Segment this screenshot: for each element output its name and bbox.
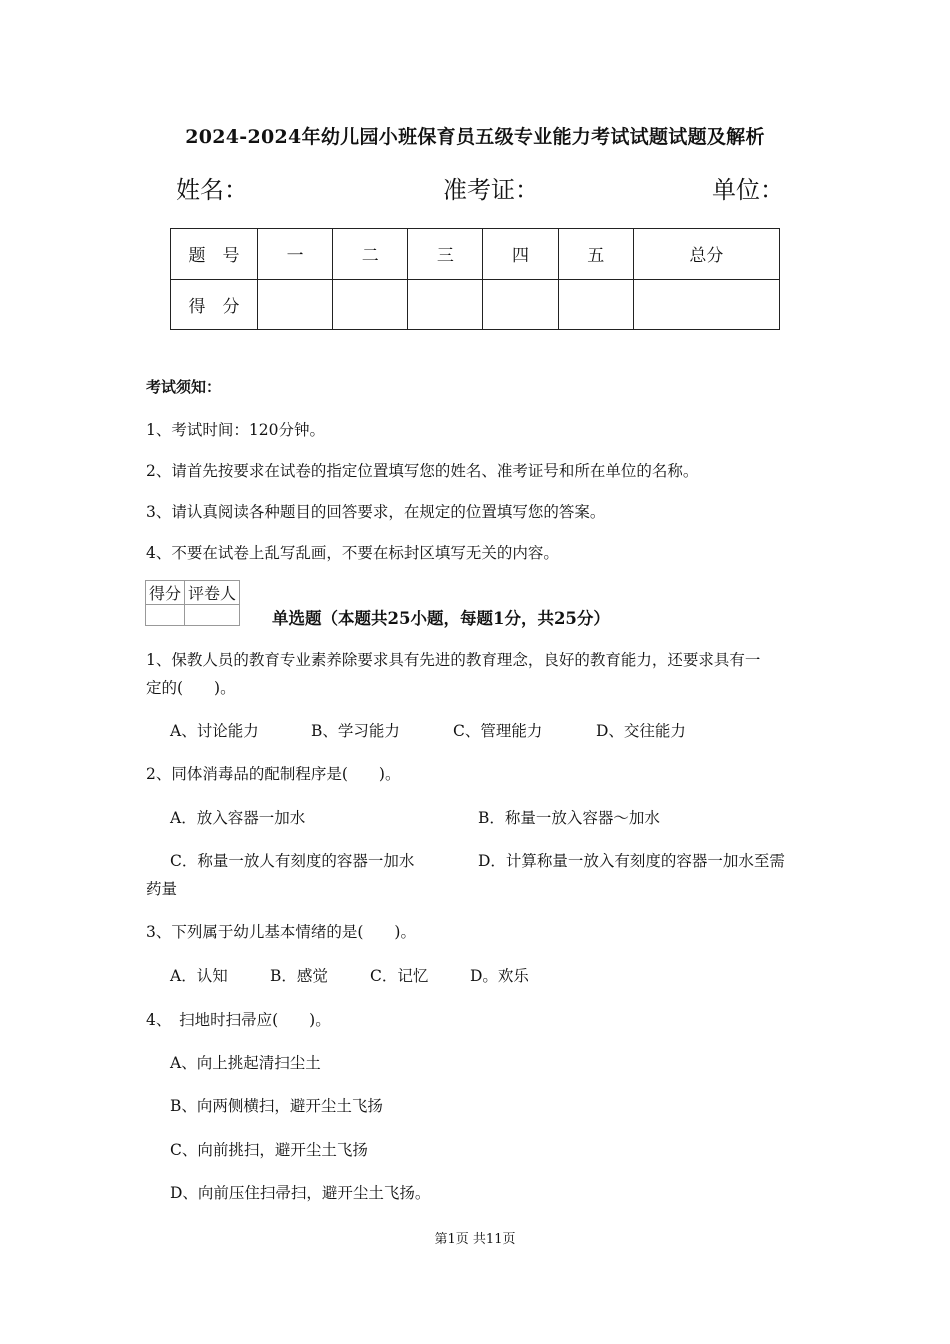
question-stem: 4、 扫地时扫帚应( )。 — [146, 1011, 331, 1029]
score-cell — [333, 279, 408, 330]
notice-item: 3、请认真阅读各种题目的回答要求，在规定的位置填写您的答案。 — [146, 503, 606, 521]
unit-label: 单位： — [712, 176, 784, 204]
notice-item: 2、请首先按要求在试卷的指定位置填写您的姓名、准考证号和所在单位的名称。 — [146, 462, 699, 480]
score-header-cell: 总分 — [633, 229, 779, 280]
answer-option: C．记忆 — [370, 967, 429, 985]
answer-option: B．称量一放入容器～加水 — [478, 809, 660, 827]
answer-option: A．认知 — [170, 967, 228, 985]
score-cell — [558, 279, 633, 330]
question-stem-continued: 定的( )。 — [146, 679, 236, 697]
answer-option: D、交往能力 — [596, 722, 686, 740]
score-header-cell: 三 — [408, 229, 483, 280]
score-header-cell: 题 号 — [171, 229, 258, 280]
document-title: 2024-2024年幼儿园小班保育员五级专业能力考试试题试题及解析 — [185, 126, 765, 148]
name-label: 姓名： — [176, 176, 248, 204]
answer-option: C、向前挑扫，避开尘土飞扬 — [170, 1141, 368, 1159]
grader-box — [145, 580, 240, 626]
answer-option: A．放入容器一加水 — [170, 809, 306, 827]
score-cell — [483, 279, 558, 330]
answer-option: B．感觉 — [270, 967, 328, 985]
question-stem: 1、保教人员的教育专业素养除要求具有先进的教育理念，良好的教育能力，还要求具有一 — [146, 651, 761, 669]
notice-item: 4、不要在试卷上乱写乱画，不要在标封区填写无关的内容。 — [146, 544, 559, 562]
score-header-cell: 四 — [483, 229, 558, 280]
answer-option: B、向两侧横扫，避开尘土飞扬 — [170, 1097, 383, 1115]
answer-option: C．称量一放人有刻度的容器一加水 — [170, 852, 415, 870]
section-title: 单选题（本题共25小题，每题1分，共25分） — [272, 609, 610, 628]
answer-option: C、管理能力 — [453, 722, 543, 740]
score-row-label: 得 分 — [171, 279, 258, 330]
grader-name-blank — [185, 605, 240, 626]
answer-option: A、讨论能力 — [170, 722, 259, 740]
page-footer: 第1页 共11页 — [434, 1232, 516, 1247]
grader-score-label: 得分 — [146, 581, 185, 605]
answer-option: D．计算称量一放入有刻度的容器一加水至需 — [478, 852, 785, 870]
score-cell — [258, 279, 333, 330]
question-stem: 3、下列属于幼儿基本情绪的是( )。 — [146, 923, 416, 941]
grader-score-blank — [146, 605, 185, 626]
answer-option: B、学习能力 — [311, 722, 400, 740]
score-header-cell: 二 — [333, 229, 408, 280]
score-table-score-row — [171, 279, 780, 330]
notice-heading: 考试须知： — [146, 378, 222, 396]
notice-item: 1、考试时间：120分钟。 — [146, 421, 325, 439]
exam-id-label: 准考证： — [443, 176, 539, 204]
score-table-header-row — [171, 229, 780, 280]
question-stem: 2、同体消毒品的配制程序是( )。 — [146, 765, 401, 783]
score-table — [170, 228, 780, 330]
score-cell — [408, 279, 483, 330]
answer-option: D、向前压住扫帚扫，避开尘土飞扬。 — [170, 1184, 431, 1202]
score-header-cell: 一 — [258, 229, 333, 280]
answer-option: D。欢乐 — [470, 967, 529, 985]
answer-option-continued: 药量 — [146, 880, 178, 898]
grader-name-label: 评卷人 — [185, 581, 240, 605]
score-header-cell: 五 — [558, 229, 633, 280]
score-cell — [633, 279, 779, 330]
answer-option: A、向上挑起清扫尘土 — [170, 1054, 321, 1072]
